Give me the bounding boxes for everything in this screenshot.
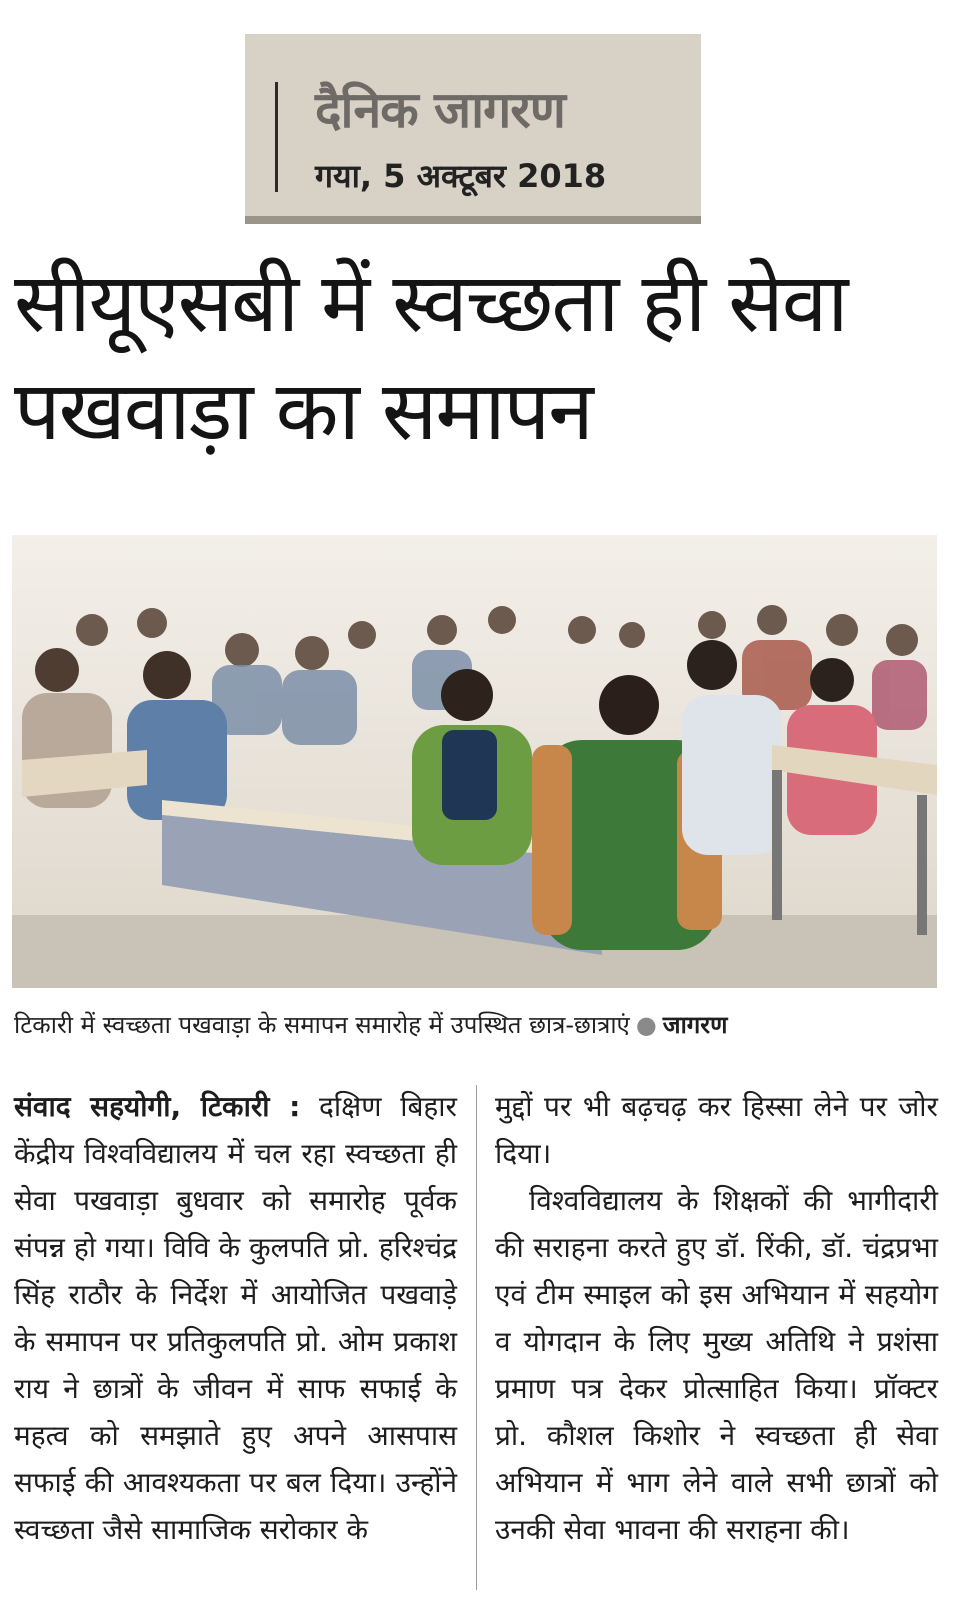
photo-credit: जागरण [662,1011,728,1039]
article-paragraph-1-continued: मुद्दों पर भी बढ़चढ़ कर हिस्सा लेने पर जोर दिया। [495,1090,938,1170]
newspaper-name: दैनिक जागरण [315,81,565,139]
masthead-divider [275,82,278,192]
article-paragraph [14,1083,457,1553]
edition-dateline: गया, 5 अक्टूबर 2018 [315,157,607,195]
column-divider [476,1085,477,1590]
news-photo [12,535,937,988]
masthead [245,34,701,224]
masthead-bottom-rule [245,216,701,224]
article-column-left [14,1083,457,1553]
bullet-dot-icon: ● [635,1011,657,1039]
caption-text: टिकारी में स्वच्छता पखवाड़ा के समापन समारोह में उपस्थित छात्र-छात्राएं [14,1011,630,1039]
headline: सीयूएसबी में स्वच्छता ही सेवा पखवाड़ा का समापन [14,256,847,459]
article-paragraph-2: विश्वविद्यालय के शिक्षकों की भागीदारी की सराहना करते हुए डॉ. रिंकी, डॉ. चंद्रप्रभा एवं टीम स्माइल को इस अभियान में सहयोग व योगदान के लिए मुख्य अतिथि ने प्रशंसा प्रमाण पत्र देकर प्रोत्साहित किया। प्रॉक्टर प्रो. कौशल किशोर ने स्वच्छता ही सेवा अभियान में भाग लेने वाले सभी छात्रों को उनकी सेवा भावना की सराहना की। [495,1184,938,1546]
classroom-photo-image [12,535,937,988]
article-column-right [495,1083,938,1553]
article-paragraph-1: दक्षिण बिहार केंद्रीय विश्वविद्यालय में चल रहा स्वच्छता ही सेवा पखवाड़ा बुधवार को समारोह पूर्वक संपन्न हो गया। विवि के कुलपति प्रो. हरिश्चंद्र सिंह राठौर के निर्देश में आयोजित पखवाड़े के समापन पर प्रतिकुलपति प्रो. ओम प्रकाश राय ने छात्रों के जीवन में साफ सफाई के महत्व को समझाते हुए अपने आसपास सफाई की आवश्यकता पर बल दिया। उन्होंने स्वच्छता जैसे सामाजिक सरोकार के [14,1090,458,1546]
article-dateline: संवाद सहयोगी, टिकारी : [14,1090,301,1123]
photo-caption [14,1008,727,1041]
